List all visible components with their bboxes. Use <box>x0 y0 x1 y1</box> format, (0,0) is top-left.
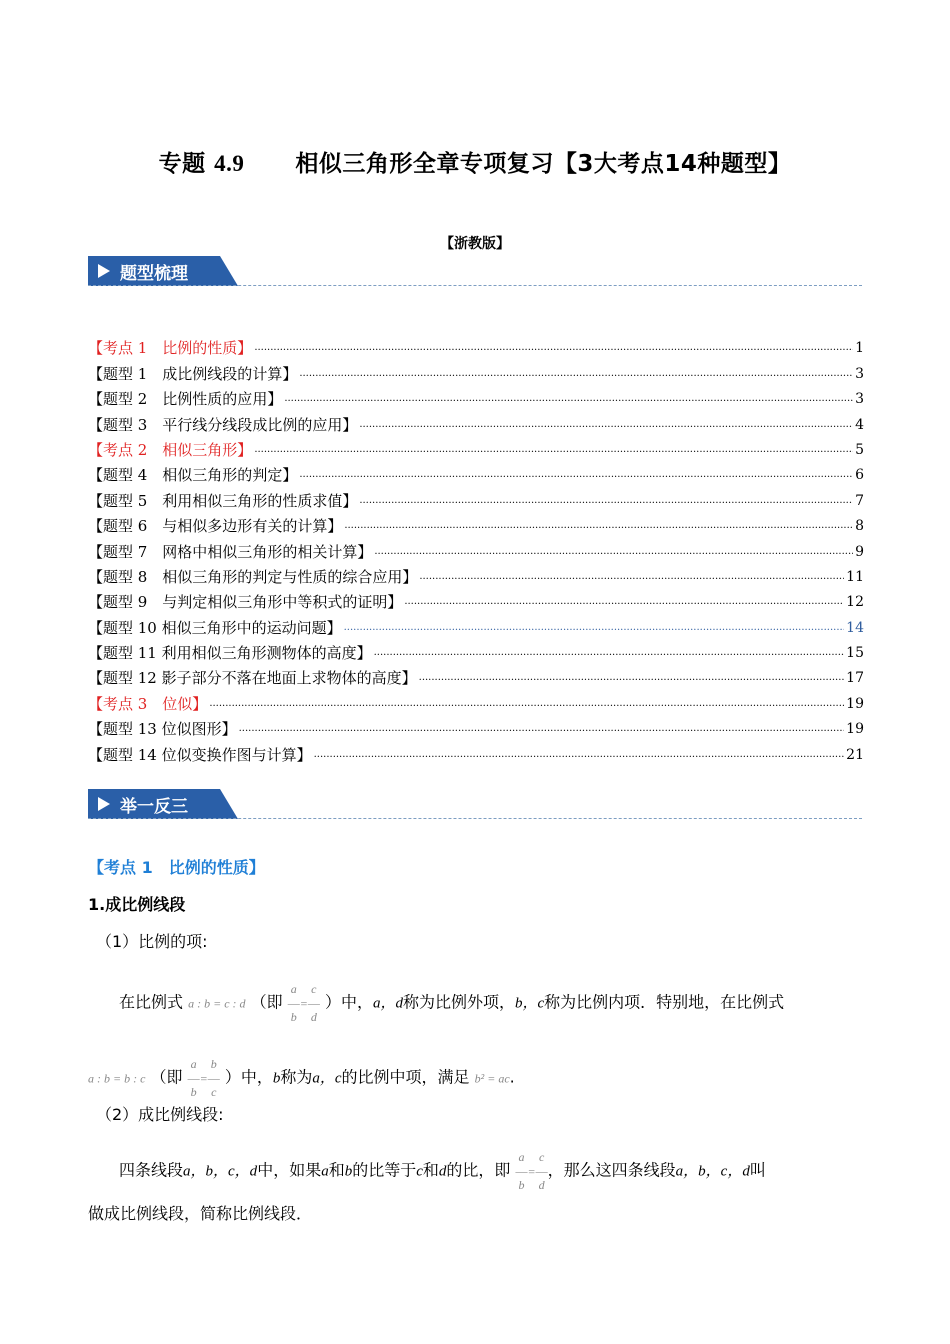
toc-entry[interactable] <box>88 358 864 383</box>
toc-leader-dots <box>299 465 853 485</box>
toc-entry[interactable] <box>88 638 864 663</box>
paragraph-3: 四条线段a，b，c，d中，如果a和b的比等于c和d的比，即 a ― b=c ― d，那么这四条线段a，b，c，d叫 <box>119 1150 766 1192</box>
toc-page-number: 17 <box>846 670 864 687</box>
toc-leader-dots <box>284 389 853 409</box>
toc-banner-label: 题型梳理 <box>120 264 188 284</box>
formula-proportion: a : b = c : d <box>188 996 246 1011</box>
toc-entry-label: 【考点 2 相似三角形】 <box>88 440 253 459</box>
toc-leader-dots <box>239 719 845 739</box>
toc-leader-dots <box>404 592 844 612</box>
divider <box>88 818 862 819</box>
toc-leader-dots <box>209 694 844 714</box>
toc-page-number: 6 <box>855 467 864 484</box>
toc-page-number: 19 <box>846 721 864 738</box>
toc-page-number: 12 <box>846 594 864 611</box>
toc-leader-dots <box>344 618 845 638</box>
page-title <box>0 145 950 178</box>
toc-leader-dots <box>374 542 853 562</box>
formula-mean-proportion: a : b = b : c <box>88 1071 146 1086</box>
toc-entry[interactable] <box>88 562 864 587</box>
toc-entry-label: 【题型 14 位似变换作图与计算】 <box>88 745 312 764</box>
practice-banner-label: 举一反三 <box>120 797 188 817</box>
toc-page-number: 21 <box>846 746 864 763</box>
formula-square: b² = ac <box>474 1071 510 1086</box>
title-prefix: 专题 <box>158 151 206 177</box>
toc-leader-dots <box>299 364 853 384</box>
table-of-contents <box>88 333 864 765</box>
toc-entry[interactable] <box>88 587 864 612</box>
toc-entry[interactable] <box>88 536 864 561</box>
toc-entry-label: 【题型 10 相似三角形中的运动问题】 <box>88 618 342 637</box>
toc-page-number: 1 <box>855 340 864 357</box>
toc-page-number: 5 <box>855 441 864 458</box>
paragraph-1: 在比例式 a : b = c : d （即 a ― b=c ― d ）中，a，d称为比例外项，b，c称为比例内项．特别地，在比例式 <box>119 982 785 1024</box>
toc-entry-label: 【题型 5 利用相似三角形的性质求值】 <box>88 491 358 510</box>
toc-entry[interactable] <box>88 460 864 485</box>
fraction-b-over-c: b ― c <box>207 1057 220 1099</box>
subheading-terms: （1）比例的项: <box>96 932 208 951</box>
toc-leader-dots <box>314 745 845 765</box>
toc-entry[interactable] <box>88 714 864 739</box>
toc-leader-dots <box>359 415 853 435</box>
toc-entry-label: 【题型 2 比例性质的应用】 <box>88 390 283 409</box>
toc-page-number: 8 <box>855 518 864 535</box>
toc-leader-dots <box>359 491 853 511</box>
toc-leader-dots <box>344 516 853 536</box>
toc-leader-dots <box>254 440 853 460</box>
toc-page-number: 3 <box>855 365 864 382</box>
section-heading: 【考点 1 比例的性质】 <box>88 858 265 877</box>
toc-entry[interactable] <box>88 511 864 536</box>
toc-entry-label: 【题型 13 位似图形】 <box>88 720 237 739</box>
toc-page-number: 3 <box>855 391 864 408</box>
toc-entry[interactable] <box>88 409 864 434</box>
toc-entry-label: 【题型 12 影子部分不落在地面上求物体的高度】 <box>88 669 417 688</box>
toc-page-number: 9 <box>855 543 864 560</box>
toc-entry-label: 【题型 11 利用相似三角形测物体的高度】 <box>88 644 372 663</box>
fraction-a-over-b: a ― b <box>187 1057 200 1099</box>
divider <box>88 285 862 286</box>
toc-entry-label: 【题型 8 相似三角形的判定与性质的综合应用】 <box>88 567 418 586</box>
toc-entry-label: 【题型 4 相似三角形的判定】 <box>88 466 298 485</box>
toc-entry[interactable] <box>88 485 864 510</box>
title-main: 相似三角形全章专项复习【3大考点14种题型】 <box>295 151 792 177</box>
toc-entry[interactable] <box>88 435 864 460</box>
paragraph-4: 做成比例线段，简称比例线段． <box>88 1204 313 1223</box>
toc-entry[interactable] <box>88 663 864 688</box>
toc-entry-label: 【题型 1 成比例线段的计算】 <box>88 364 298 383</box>
toc-page-number: 7 <box>855 492 864 509</box>
fraction-a-over-b: a ― b <box>515 1150 528 1192</box>
toc-entry-label: 【考点 1 比例的性质】 <box>88 339 253 358</box>
toc-leader-dots <box>254 338 853 358</box>
toc-entry-label: 【题型 6 与相似多边形有关的计算】 <box>88 517 343 536</box>
subsection-heading: 1.成比例线段 <box>88 895 186 914</box>
toc-entry[interactable] <box>88 384 864 409</box>
toc-banner <box>88 256 238 286</box>
toc-entry[interactable] <box>88 688 864 713</box>
toc-leader-dots <box>374 643 845 663</box>
toc-leader-dots <box>419 567 844 587</box>
title-number: 4.9 <box>214 151 245 176</box>
toc-entry[interactable] <box>88 612 864 637</box>
practice-banner <box>88 789 238 819</box>
toc-page-number: 15 <box>846 645 864 662</box>
toc-leader-dots <box>419 668 845 688</box>
toc-entry-label: 【题型 7 网格中相似三角形的相关计算】 <box>88 542 373 561</box>
edition-label: 【浙教版】 <box>440 236 510 252</box>
toc-page-number: 4 <box>855 416 864 433</box>
toc-entry-label: 【题型 3 平行线分线段成比例的应用】 <box>88 415 358 434</box>
fraction-a-over-b: a ― b <box>287 982 300 1024</box>
toc-entry[interactable] <box>88 739 864 764</box>
toc-entry-label: 【题型 9 与判定相似三角形中等积式的证明】 <box>88 593 403 612</box>
toc-entry-label: 【考点 3 位似】 <box>88 694 208 713</box>
paragraph-2: a : b = b : c （即 a ― b=b ― c ）中，b称为a，c的比例中项，满足 b² = ac. <box>88 1057 515 1099</box>
toc-page-number: 14 <box>846 619 864 636</box>
toc-page-number: 19 <box>846 695 864 712</box>
toc-page-number: 11 <box>846 568 864 585</box>
fraction-c-over-d: c ― d <box>307 982 320 1024</box>
subheading-proportional-segments: （2）成比例线段: <box>96 1105 224 1124</box>
fraction-c-over-d: c ― d <box>535 1150 548 1192</box>
toc-entry[interactable] <box>88 333 864 358</box>
